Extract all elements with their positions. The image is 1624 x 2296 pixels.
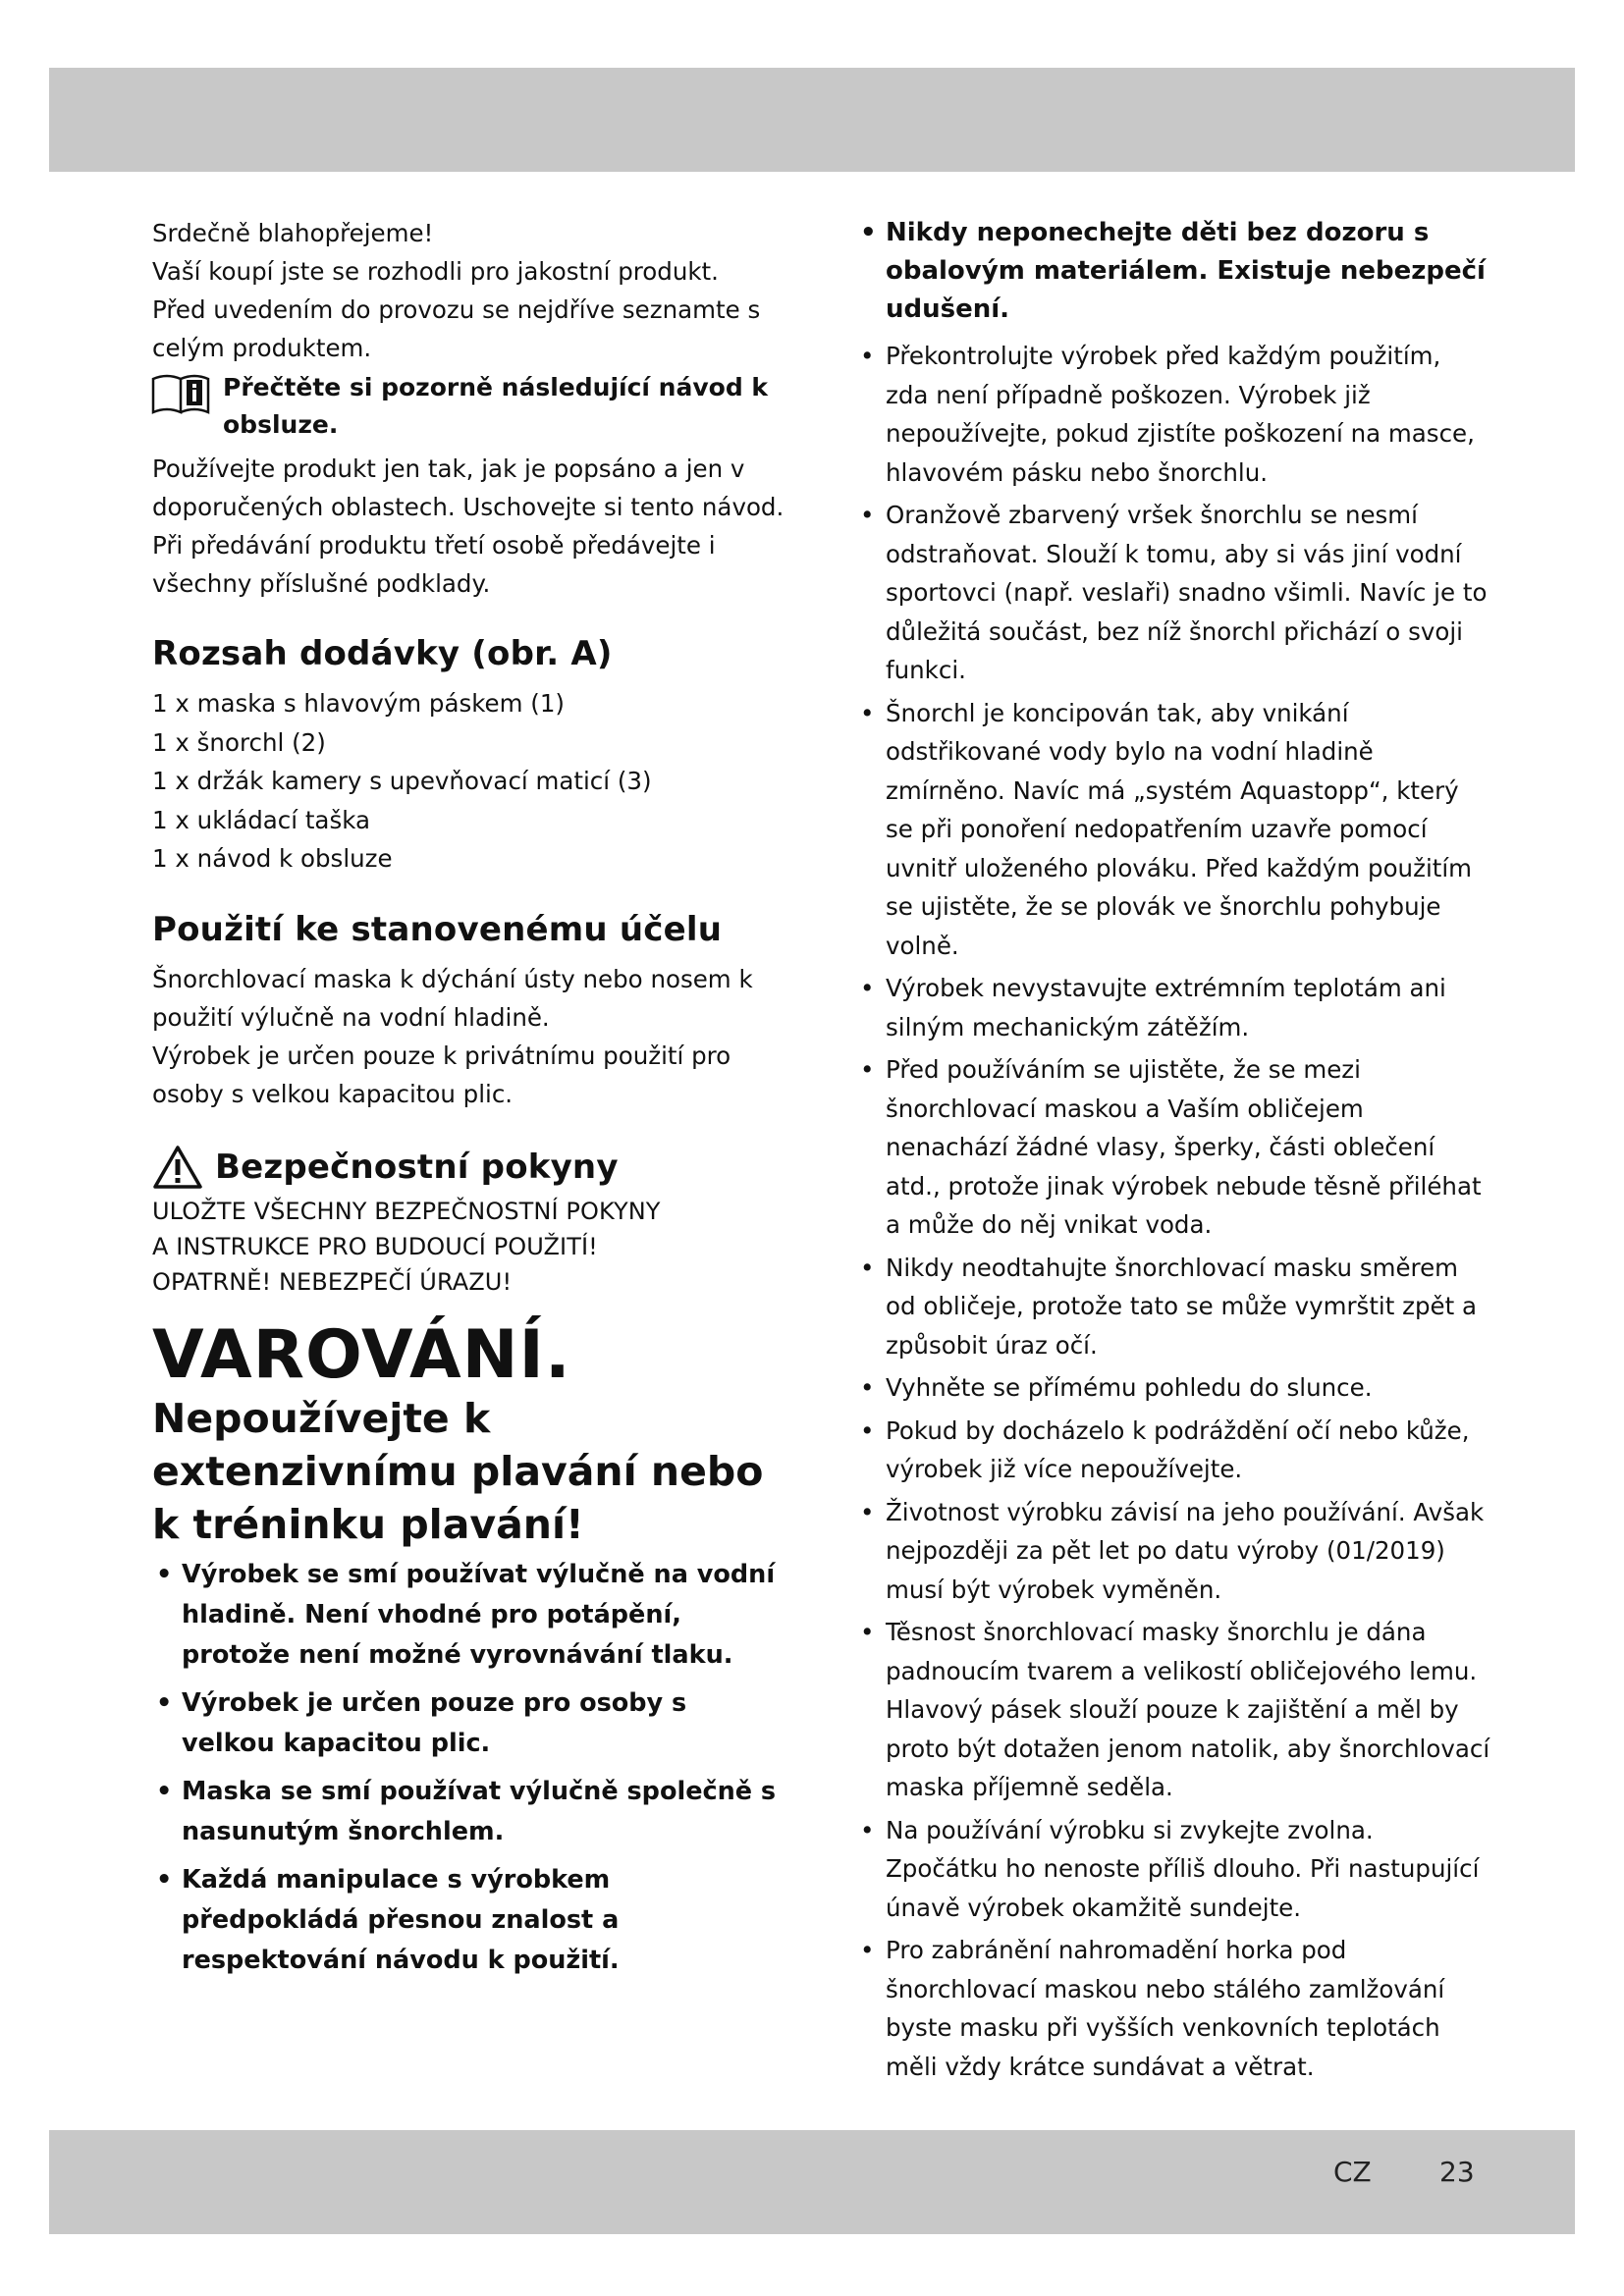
- scope-item: 1 x ukládací taška: [152, 805, 370, 834]
- list-item: • Překontrolujte výrobek před každým použitím, zda není případně poškozen. Výrobek již nepoužívejte, pokud zjistíte poškození na masce, hlavovém pásku nebo šnorchlu.: [856, 337, 1490, 492]
- scope-item: 1 x šnorchl (2): [152, 727, 326, 757]
- safety-list: [856, 214, 1490, 2086]
- intro-familiarize: Před uvedením do provozu se nejdříve seznamte s celým produktem.: [152, 295, 761, 362]
- list-item: • Výrobek se smí používat výlučně na vodní hladině. Není vhodné pro potápění, protože není možné vyrovnávání tlaku.: [152, 1555, 785, 1676]
- warning-block: [152, 1315, 785, 1551]
- list-item: • Těsnost šnorchlovací masky šnorchlu je dána padnoucím tvarem a velikostí obličejového lemu. Hlavový pásek slouží pouze k zajištění a měl by proto být dotažen jenom natolik, aby šnorchlovací maska příjemně seděla.: [856, 1613, 1490, 1807]
- list-item: • Nikdy neodtahujte šnorchlovací masku směrem od obličeje, protože tato se může vymrštit zpět a způsobit úraz očí.: [856, 1249, 1490, 1365]
- list-item: • Oranžově zbarvený vršek šnorchlu se nesmí odstraňovat. Slouží k tomu, aby si vás jiní vodní sportovci (např. veslaři) snadno všimli. Navíc je to důležitá součást, bez níž šnorchl přichází o svoji funkci.: [856, 496, 1490, 690]
- list-item: • Pro zabránění nahromadění horka pod šnorchlovací maskou nebo stálého zamlžování byste masku při vyšších venkovních teplotách měli vždy krátce sundávat a větrat.: [856, 1931, 1490, 2086]
- list-item: • Na používání výrobku si zvykejte zvolna. Zpočátku ho nenoste příliš dlouho. Při nastupující únavě výrobek okamžitě sundejte.: [856, 1811, 1490, 1928]
- list-item: • Pokud by docházelo k podráždění očí nebo kůže, výrobek již více nepoužívejte.: [856, 1412, 1490, 1489]
- safety-bold-list: [152, 1555, 785, 1981]
- list-item: • Každá manipulace s výrobkem předpokládá přesnou znalost a respektování návodu k použití.: [152, 1860, 785, 1981]
- page-number: 23: [1439, 2156, 1475, 2188]
- safety-heading: [152, 1145, 785, 1190]
- left-column: [152, 214, 785, 1989]
- scope-heading: Rozsah dodávky (obr. A): [152, 634, 613, 673]
- warning-word: VAROVÁNÍ.: [152, 1315, 571, 1394]
- list-item: • Životnost výrobku závisí na jeho používání. Avšak nejpozději za pět let po datu výroby (01/2019) musí být výrobek vyměněn.: [856, 1493, 1490, 1610]
- right-column: [856, 214, 1490, 2090]
- read-manual-text: Přečtěte si pozorně následující návod k obsluze.: [223, 373, 769, 439]
- safety-caps-line: OPATRNĚ! NEBEZPEČÍ ÚRAZU!: [152, 1267, 513, 1296]
- read-manual-note: [152, 369, 785, 444]
- list-item: • Maska se smí používat výlučně společně s nasunutým šnorchlem.: [152, 1772, 785, 1852]
- warning-triangle-icon: [152, 1145, 203, 1190]
- intended-use-heading: Použití ke stanovenému účelu: [152, 909, 723, 949]
- header-bar: [49, 68, 1575, 172]
- scope-item: 1 x maska s hlavovým páskem (1): [152, 689, 565, 718]
- scope-item: 1 x návod k obsluze: [152, 844, 393, 873]
- scope-list: [152, 684, 785, 879]
- list-item: • Vyhněte se přímému pohledu do slunce.: [856, 1368, 1490, 1408]
- usage-text: Používejte produkt jen tak, jak je popsáno a jen v doporučených oblastech. Uschovejte si tento návod. Při předávání produktu třetí osobě předávejte i všechny příslušné podklady.: [152, 454, 785, 598]
- footer-language: CZ: [1333, 2156, 1372, 2188]
- list-item: • Před používáním se ujistěte, že se mezi šnorchlovací maskou a Vaším obličejem nenachází žádné vlasy, šperky, části oblečení atd., protože jinak výrobek nebude těsně přiléhat a může do něj vnikat voda.: [856, 1050, 1490, 1245]
- list-item: • Výrobek nevystavujte extrémním teplotám ani silným mechanickým zátěžím.: [856, 969, 1490, 1046]
- book-info-icon: [150, 371, 213, 416]
- list-item: • Nikdy neponechejte děti bez dozoru s obalovým materiálem. Existuje nebezpečí udušení.: [856, 214, 1490, 329]
- warning-text: Nepoužívejte k extenzivnímu plavání nebo k tréninku plavání!: [152, 1394, 764, 1548]
- intro-greeting: Srdečně blahopřejeme!: [152, 219, 434, 247]
- intro-purchase: Vaší koupí jste se rozhodli pro jakostní produkt.: [152, 257, 719, 286]
- safety-caps-line: ULOŽTE VŠECHNY BEZPEČNOSTNÍ POKYNY: [152, 1197, 661, 1225]
- list-item: • Šnorchl je koncipován tak, aby vnikání odstřikované vody bylo na vodní hladině zmírněno. Navíc má „systém Aquastopp“, který se při ponoření nedopatřením uzavře pomocí uvnitř uloženého plováku. Před každým použitím se ujistěte, že se plovák ve šnorchlu pohybuje volně.: [856, 694, 1490, 966]
- intended-use-text: Výrobek je určen pouze k privátnímu použití pro osoby s velkou kapacitou plic.: [152, 1041, 731, 1108]
- safety-caps-line: A INSTRUKCE PRO BUDOUCÍ POUŽITÍ!: [152, 1232, 598, 1260]
- safety-heading-text: Bezpečnostní pokyny: [215, 1147, 619, 1187]
- list-item: • Výrobek je určen pouze pro osoby s velkou kapacitou plic.: [152, 1683, 785, 1764]
- scope-item: 1 x držák kamery s upevňovací maticí (3): [152, 767, 652, 795]
- intended-use-text: Šnorchlovací maska k dýchání ústy nebo nosem k použití výlučně na vodní hladině.: [152, 964, 753, 1032]
